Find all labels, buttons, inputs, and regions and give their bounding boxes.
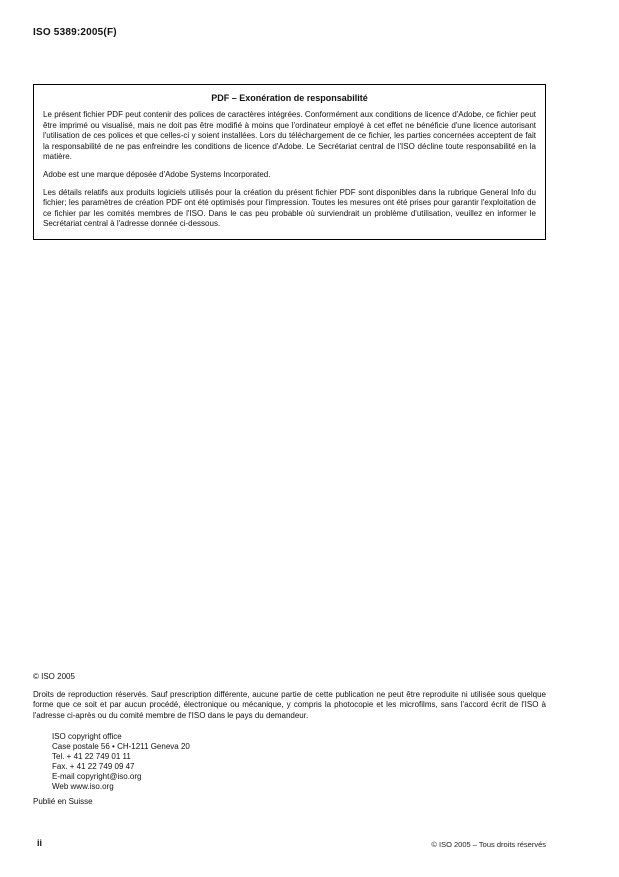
pdf-disclaimer-box	[33, 84, 546, 240]
disclaimer-paragraph-3: Les détails relatifs aux produits logiciels utilisés pour la création du présent fichier PDF sont disponibles dans la rubrique General Info du fichier; les paramètres de création PDF ont été optimisés pour l'impression. Toutes les mesures ont été prises pour garantir l'exploitation de ce fichier par les comités membres de l'ISO. Dans le cas peu probable où surviendrait un problème d'utilisation, veuillez en informer le Secrétariat central à l'adresse donnée ci-dessous.	[43, 187, 536, 229]
address-line-web: Web www.iso.org	[52, 782, 114, 791]
reproduction-rights-text: Droits de reproduction réservés. Sauf prescription différente, aucune partie de cette publication ne peut être reproduite ni utilisée sous quelque forme que ce soit et par aucun procédé, électronique ou mécanique, y compris la photocopie et les microfilms, sans l'accord écrit de l'ISO à l'adresse ci-après ou du comité membre de l'ISO dans le pays du demandeur.	[33, 690, 546, 720]
disclaimer-title: PDF – Exonération de responsabilité	[211, 93, 368, 103]
published-in-text: Publié en Suisse	[33, 797, 93, 806]
footer-page-number: ii	[37, 838, 43, 848]
disclaimer-paragraph-1: Le présent fichier PDF peut contenir des polices de caractères intégrées. Conformément aux conditions de licence d'Adobe, ce fichier peut être imprimé ou visualisé, mais ne doit pas être modifié à moins que l'ordinateur employé à cet effet ne bénéficie d'une licence autorisant l'utilisation de ces polices et que celles-ci y soient installées. Lors du téléchargement de ce fichier, les parties concernées acceptent de fait la responsabilité de ne pas enfreindre les conditions de licence d'Adobe. Le Secrétariat central de l'ISO décline toute responsabilité en la matière.	[43, 110, 536, 162]
address-line-postal: Case postale 56 • CH-1211 Geneva 20	[52, 742, 190, 751]
footer-copyright-text: © ISO 2005 – Tous droits réservés	[431, 840, 546, 849]
address-line-office: ISO copyright office	[52, 732, 122, 741]
document-reference: ISO 5389:2005(F)	[33, 27, 117, 38]
address-line-fax: Fax. + 41 22 749 09 47	[52, 762, 135, 771]
address-line-tel: Tel. + 41 22 749 01 11	[52, 752, 131, 761]
disclaimer-paragraph-2: Adobe est une marque déposée d'Adobe Systems Incorporated.	[43, 169, 271, 179]
copyright-notice: © ISO 2005	[33, 672, 75, 681]
iso-address-block	[52, 732, 190, 792]
address-line-email: E-mail copyright@iso.org	[52, 772, 142, 781]
